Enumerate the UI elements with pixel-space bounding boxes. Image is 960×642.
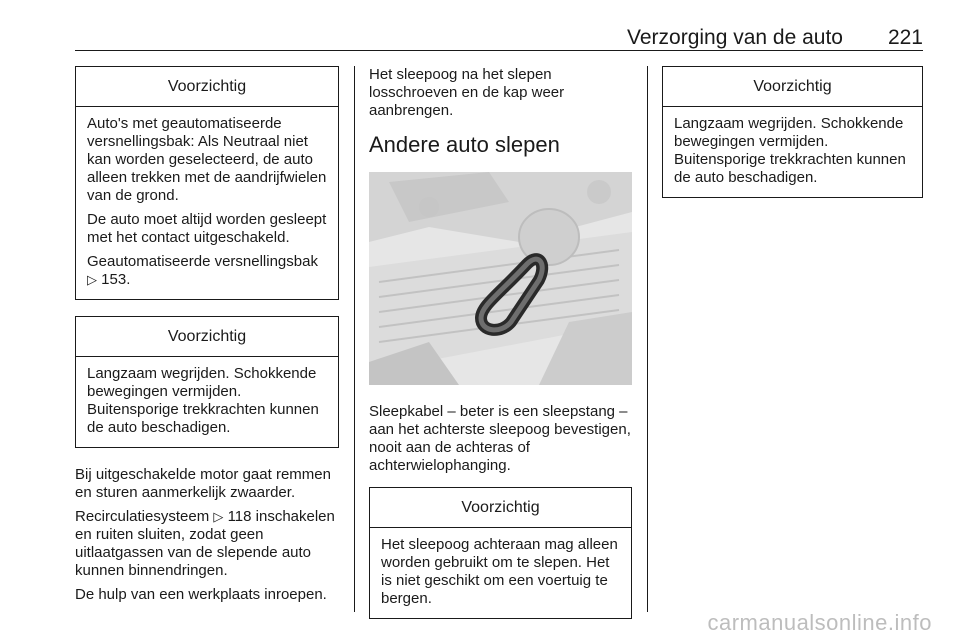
figure-caption: Sleepkabel – beter is een sleepstang – aan het achterste sleepoog bevestigen, nooit aan de achteras of achterwielophanging.: [369, 403, 631, 474]
body-paragraph: [75, 508, 339, 580]
page-header: [75, 26, 923, 51]
section-heading: Andere auto slepen: [369, 132, 560, 157]
column-left: [75, 66, 339, 610]
caution-box-towing-eye: [369, 487, 632, 619]
section-title: Verzorging van de auto: [627, 26, 843, 49]
column-right: [662, 66, 923, 198]
caution-paragraph: Langzaam wegrijden. Schokkende bewegingen vermijden. Buitensporige trekkrachten kunnen de auto beschadigen.: [87, 365, 319, 436]
intro-paragraph: Het sleepoog na het slepen losschroeven en de kap weer aanbrengen.: [369, 66, 565, 119]
caution-title: Voorzichtig: [76, 317, 338, 357]
caution-paragraph: De auto moet altijd worden gesleept met het contact uitgeschakeld.: [87, 211, 327, 246]
body-paragraph: De hulp van een werkplaats inroepen.: [75, 586, 327, 603]
caution-body: [370, 528, 631, 618]
caution-body: [663, 107, 922, 197]
column-divider: [647, 66, 648, 612]
page-reference-icon: ▷: [87, 272, 97, 287]
caution-paragraph: Het sleepoog achteraan mag alleen worden gebruikt om te slepen. Het is niet geschikt om een voertuig te bergen.: [381, 536, 618, 607]
caution-box-driving: [75, 316, 339, 448]
body-paragraph: Bij uitgeschakelde motor gaat remmen en sturen aanmerkelijk zwaarder.: [75, 466, 331, 501]
caution-paragraph: [87, 253, 327, 289]
page-reference-icon: ▷: [213, 509, 224, 524]
caution-title: Voorzichtig: [663, 67, 922, 107]
watermark: carmanualsonline.info: [707, 610, 932, 635]
page-number: 221: [887, 26, 923, 49]
page-reference-link[interactable]: 153.: [101, 271, 131, 288]
caution-body: [76, 107, 338, 299]
caution-body: [76, 357, 338, 447]
caution-title: Voorzichtig: [370, 488, 631, 528]
caution-paragraph: Langzaam wegrijden. Schokkende bewegingen vermijden. Buitensporige trekkrachten kunnen de auto beschadigen.: [674, 115, 906, 186]
towing-eye-drawing: [369, 172, 632, 385]
column-middle: [369, 66, 632, 619]
caution-box-driving: [662, 66, 923, 198]
column-divider: [354, 66, 355, 612]
caution-paragraph: Auto's met geautomatiseerde versnellingsbak: Als Neutraal niet kan worden geselecteerd, de auto alleen trekken met de aandrijfwielen van de grond.: [87, 115, 327, 204]
caution-box-automatic: [75, 66, 339, 300]
caution-title: Voorzichtig: [76, 67, 338, 107]
body-text: Recirculatiesysteem: [75, 508, 210, 525]
towing-eye-illustration: [369, 172, 632, 385]
caution-text: Geautomatiseerde versnellingsbak: [87, 253, 318, 270]
page-reference-link[interactable]: 118 inschakelen en ruiten sluiten, zodat geen uitlaatgassen van de slepende auto kunnen binnendringen.: [75, 508, 335, 579]
